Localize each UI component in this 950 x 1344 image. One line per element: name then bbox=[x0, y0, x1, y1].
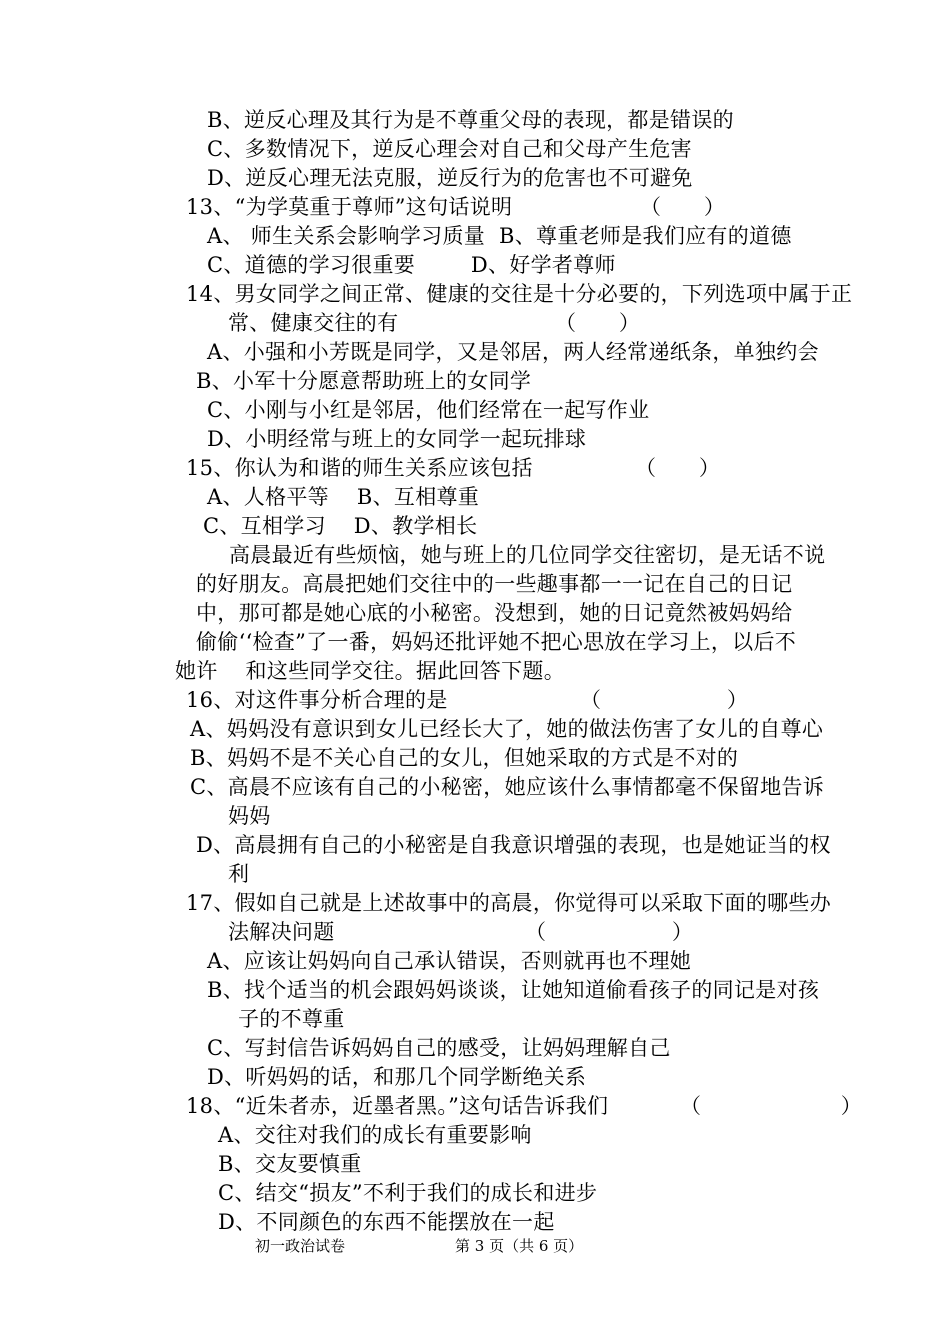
passage-line-5: 她许 和这些同学交往。据此回答下题。 bbox=[175, 659, 565, 683]
q16-stem: 16、对这件事分析合理的是 bbox=[186, 688, 448, 712]
q14-option-d: D、小明经常与班上的女同学一起玩排球 bbox=[207, 427, 587, 451]
q17-option-c: C、写封信告诉妈妈自己的感受，让妈妈理解自己 bbox=[207, 1036, 671, 1060]
q14-answer-blank: （ ） bbox=[555, 311, 641, 335]
q17-answer-blank: （ ） bbox=[525, 920, 694, 944]
footer-exam-title: 初一政治试卷 bbox=[255, 1237, 346, 1255]
q15-answer-blank: （ ） bbox=[635, 456, 721, 480]
passage-line-1: 高晨最近有些烦恼，她与班上的几位同学交往密切，是无话不说 bbox=[229, 543, 826, 567]
q12-option-c: C、多数情况下，逆反心理会对自己和父母产生危害 bbox=[207, 137, 692, 161]
q16-option-c: C、高晨不应该有自己的小秘密，她应该什么事情都毫不保留地告诉 bbox=[190, 775, 825, 799]
q13-answer-blank: （ ） bbox=[640, 195, 726, 219]
q18-option-b: B、交友要慎重 bbox=[218, 1152, 362, 1176]
q15-options-ab: A、人格平等 B、互相尊重 bbox=[207, 485, 480, 509]
q14-option-b: B、小军十分愿意帮助班上的女同学 bbox=[196, 369, 532, 393]
q16-option-d: D、高晨拥有自己的小秘密是自我意识增强的表现，也是她证当的权 bbox=[196, 833, 831, 857]
q15-options-cd: C、互相学习 D、教学相长 bbox=[203, 514, 478, 538]
q17-option-b-cont: 子的不尊重 bbox=[238, 1007, 345, 1031]
q14-option-a: A、小强和小芳既是同学，又是邻居，两人经常递纸条，单独约会 bbox=[207, 340, 819, 364]
q16-option-b: B、妈妈不是不关心自己的女儿，但她采取的方式是不对的 bbox=[190, 746, 739, 770]
q17-option-d: D、听妈妈的话，和那几个同学断绝关系 bbox=[207, 1065, 587, 1089]
q18-option-c: C、结交“损友”不利于我们的成长和进步 bbox=[218, 1181, 598, 1205]
q14-stem-cont: 常、健康交往的有 bbox=[228, 311, 399, 335]
q16-option-c-cont: 妈妈 bbox=[228, 804, 271, 828]
q16-answer-blank: （ ） bbox=[580, 688, 749, 712]
q18-answer-blank: （ ） bbox=[680, 1094, 863, 1118]
q13-stem: 13、“为学莫重于尊师”这句话说明 bbox=[186, 195, 513, 219]
q14-option-c: C、小刚与小红是邻居，他们经常在一起写作业 bbox=[207, 398, 650, 422]
footer-page-number: 第 3 页（共 6 页） bbox=[455, 1237, 584, 1255]
q16-option-d-cont: 利 bbox=[228, 862, 250, 886]
passage-line-4: 偷偷‘‘检查”了一番，妈妈还批评她不把心思放在学习上，以后不 bbox=[196, 630, 797, 654]
q12-option-d: D、逆反心理无法克服，逆反行为的危害也不可避免 bbox=[207, 166, 693, 190]
q12-option-b: B、逆反心理及其行为是不尊重父母的表现，都是错误的 bbox=[207, 108, 734, 132]
q17-stem: 17、假如自己就是上述故事中的高晨，你觉得可以采取下面的哪些办 bbox=[186, 891, 832, 915]
passage-line-2: 的好朋友。高晨把她们交往中的一些趣事都一一记在自己的日记 bbox=[196, 572, 793, 596]
q14-stem: 14、男女同学之间正常、健康的交往是十分必要的，下列选项中属于正 bbox=[186, 282, 853, 306]
q15-stem: 15、你认为和谐的师生关系应该包括 bbox=[186, 456, 533, 480]
q18-option-a: A、交往对我们的成长有重要影响 bbox=[218, 1123, 532, 1147]
q17-option-b: B、找个适当的机会跟妈妈谈谈，让她知道偷看孩子的同记是对孩 bbox=[207, 978, 820, 1002]
q18-option-d: D、不同颜色的东西不能摆放在一起 bbox=[218, 1210, 555, 1234]
q17-option-a: A、应该让妈妈向自己承认错误，否则就再也不理她 bbox=[207, 949, 692, 973]
q17-stem-cont: 法解决问题 bbox=[228, 920, 335, 944]
q13-options-ab: A、 师生关系会影响学习质量 B、尊重老师是我们应有的道德 bbox=[207, 224, 792, 248]
q18-stem: 18、“近朱者赤，近墨者黑。”这句话告诉我们 bbox=[186, 1094, 609, 1118]
q13-options-cd: C、道德的学习很重要 D、好学者尊师 bbox=[207, 253, 616, 277]
q16-option-a: A、妈妈没有意识到女儿已经长大了，她的做法伤害了女儿的自尊心 bbox=[190, 717, 824, 741]
passage-line-3: 中，那可都是她心底的小秘密。没想到，她的日记竟然被妈妈给 bbox=[196, 601, 793, 625]
